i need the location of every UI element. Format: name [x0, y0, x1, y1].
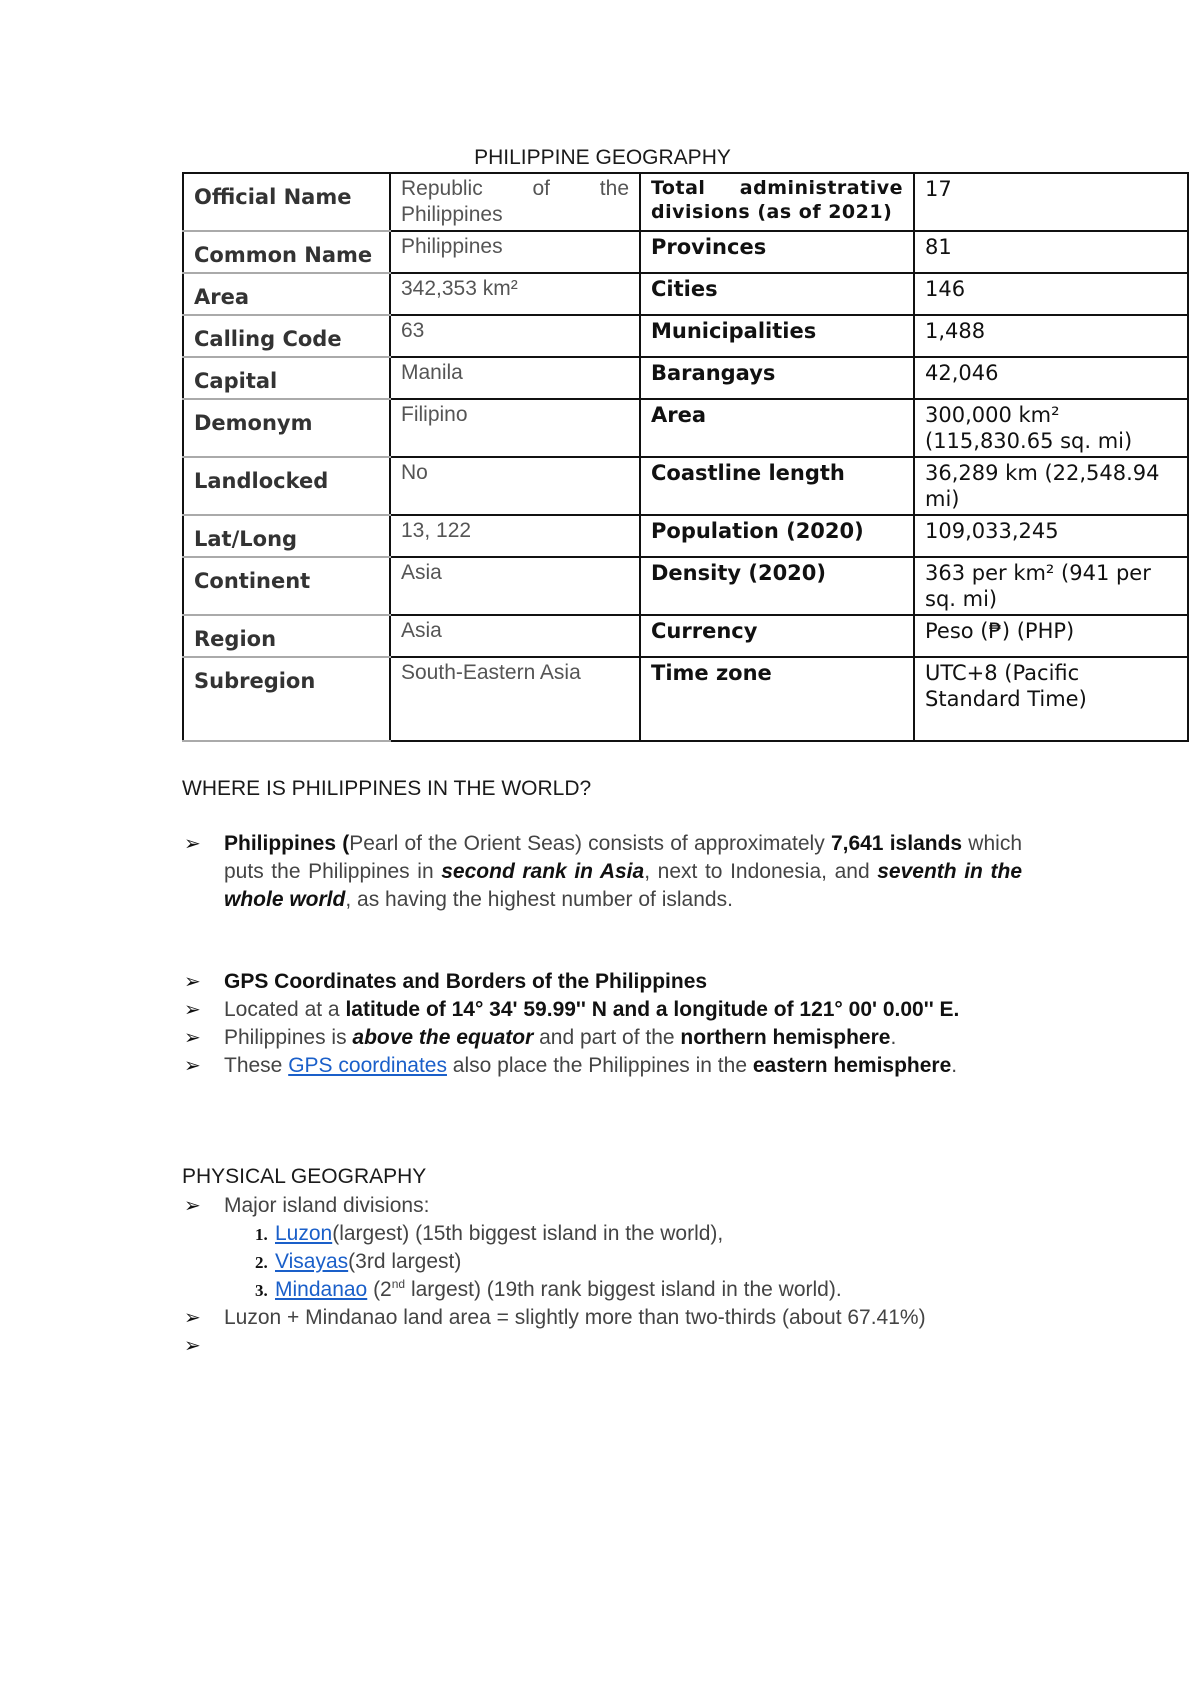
luzon-link[interactable]: Luzon — [275, 1222, 333, 1245]
text: , as having the highest number of islands. — [345, 888, 733, 911]
text: which puts the Philippines in — [224, 832, 1022, 883]
table-row — [183, 231, 1188, 273]
row-value: 13, 122 — [390, 515, 640, 557]
mindanao-link[interactable]: Mindanao — [275, 1278, 368, 1301]
division-label: Time zone — [640, 657, 914, 741]
division-label: Density (2020) — [640, 557, 914, 615]
division-label: Municipalities — [640, 315, 914, 357]
superscript: nd — [391, 1277, 406, 1291]
division-label: Currency — [640, 615, 914, 657]
row-label: Official Name — [183, 173, 390, 231]
division-value: 146 — [914, 273, 1188, 315]
arrow-bullet-icon: ➢ — [184, 1055, 201, 1077]
bold-text: northern hemisphere — [680, 1026, 891, 1049]
row-label: Landlocked — [183, 457, 390, 515]
bold-text: latitude of 14° 34' 59.99'' N and a longitude of 121° 00' 0.00'' E. — [345, 998, 960, 1021]
text: Located at a — [224, 998, 346, 1021]
bold-text: eastern hemisphere — [752, 1054, 952, 1077]
division-label: Area — [640, 399, 914, 457]
list-item — [182, 1052, 1022, 1080]
division-value: 17 — [914, 173, 1188, 231]
arrow-bullet-icon: ➢ — [184, 971, 201, 993]
division-label: Provinces — [640, 231, 914, 273]
division-value: 363 per km² (941 per sq. mi) — [914, 557, 1188, 615]
table-row — [183, 557, 1188, 615]
gps-bullet-list — [182, 968, 1022, 1080]
list-item — [182, 1192, 1022, 1220]
row-value: 342,353 km² — [390, 273, 640, 315]
bold-text: ( — [336, 832, 350, 855]
list-item — [182, 968, 1022, 996]
table-row — [183, 515, 1188, 557]
arrow-bullet-icon: ➢ — [184, 1195, 201, 1217]
text: , next to Indonesia, and — [644, 860, 878, 883]
division-value: UTC+8 (Pacific Standard Time) — [914, 657, 1188, 741]
list-item — [255, 1248, 842, 1276]
list-item — [255, 1276, 842, 1304]
island-divisions-list — [255, 1220, 842, 1304]
row-value: South-Eastern Asia — [390, 657, 640, 741]
list-number: 1. — [255, 1225, 268, 1244]
division-value: 109,033,245 — [914, 515, 1188, 557]
bold-text: GPS Coordinates and Borders of the Philippines — [224, 970, 708, 993]
bold-italic-text: second rank in Asia — [441, 860, 645, 883]
text: (largest) (15th biggest island in the world), — [332, 1222, 724, 1245]
geography-table — [182, 172, 1189, 742]
text: largest) (19th rank biggest island in the world). — [405, 1278, 842, 1301]
list-item — [182, 1304, 1022, 1332]
section-heading-where: WHERE IS PHILIPPINES IN THE WORLD? — [182, 777, 592, 800]
list-item — [182, 996, 1022, 1024]
physical-bullet-list — [182, 1192, 1022, 1220]
row-value: Manila — [390, 357, 640, 399]
list-number: 3. — [255, 1281, 268, 1300]
arrow-bullet-icon: ➢ — [184, 833, 201, 855]
row-label: Capital — [183, 357, 390, 399]
row-label: Continent — [183, 557, 390, 615]
table-row — [183, 357, 1188, 399]
text: (3rd largest) — [348, 1250, 462, 1273]
list-item — [182, 830, 1022, 914]
row-value: Asia — [390, 615, 640, 657]
list-item — [182, 1024, 1022, 1052]
list-item — [255, 1220, 842, 1248]
table-row — [183, 615, 1188, 657]
row-label: Demonym — [183, 399, 390, 457]
arrow-bullet-icon: ➢ — [184, 999, 201, 1021]
bold-text: Philippines — [224, 832, 337, 855]
row-value: Asia — [390, 557, 640, 615]
division-value: 42,046 — [914, 357, 1188, 399]
row-label: Subregion — [183, 657, 390, 741]
row-label: Calling Code — [183, 315, 390, 357]
text: . — [951, 1054, 958, 1077]
visayas-link[interactable]: Visayas — [275, 1250, 349, 1273]
text: These — [224, 1054, 289, 1077]
row-value: Filipino — [390, 399, 640, 457]
arrow-bullet-icon: ➢ — [184, 1335, 201, 1357]
bold-italic-text: above the equator — [352, 1026, 534, 1049]
division-label: Cities — [640, 273, 914, 315]
row-label: Area — [183, 273, 390, 315]
text: Pearl of the Orient Seas) consists of approximately — [349, 832, 831, 855]
row-value: Republic of the Philippines — [390, 173, 640, 231]
division-value: Peso (₱) (PHP) — [914, 615, 1188, 657]
division-value: 36,289 km (22,548.94 mi) — [914, 457, 1188, 515]
arrow-bullet-icon: ➢ — [184, 1027, 201, 1049]
row-label: Region — [183, 615, 390, 657]
text: . — [890, 1026, 897, 1049]
row-value: Philippines — [390, 231, 640, 273]
division-label: Barangays — [640, 357, 914, 399]
division-label: Total administrative divisions (as of 2021) — [640, 173, 914, 231]
text: Major island divisions: — [224, 1194, 430, 1217]
land-area-bullet-list — [182, 1304, 1022, 1360]
text: (2 — [367, 1278, 392, 1301]
page-title: PHILIPPINE GEOGRAPHY — [474, 146, 731, 169]
row-label: Lat/Long — [183, 515, 390, 557]
text: Luzon + Mindanao land area = slightly more than two-thirds (about 67.41%) — [224, 1306, 926, 1329]
text: Philippines is — [224, 1026, 353, 1049]
list-item — [182, 1332, 1022, 1360]
gps-coordinates-link[interactable]: GPS coordinates — [288, 1054, 447, 1077]
row-value: No — [390, 457, 640, 515]
table-row — [183, 173, 1188, 231]
row-value: 63 — [390, 315, 640, 357]
arrow-bullet-icon: ➢ — [184, 1307, 201, 1329]
bold-text: 7,641 islands — [830, 832, 963, 855]
table-row — [183, 315, 1188, 357]
text: also place the Philippines in the — [446, 1054, 753, 1077]
division-value: 81 — [914, 231, 1188, 273]
division-label: Coastline length — [640, 457, 914, 515]
division-label: Population (2020) — [640, 515, 914, 557]
text: and part of the — [533, 1026, 681, 1049]
row-label: Common Name — [183, 231, 390, 273]
table-row — [183, 657, 1188, 741]
section-heading-physical: PHYSICAL GEOGRAPHY — [182, 1165, 427, 1188]
table-row — [183, 457, 1188, 515]
where-bullet-list — [182, 830, 1022, 914]
division-value: 1,488 — [914, 315, 1188, 357]
table-row — [183, 273, 1188, 315]
table-row — [183, 399, 1188, 457]
bold-italic-text: seventh in the whole world — [224, 860, 1022, 911]
division-value: 300,000 km² (115,830.65 sq. mi) — [914, 399, 1188, 457]
list-number: 2. — [255, 1253, 268, 1272]
empty-bullet-text — [224, 1334, 230, 1357]
